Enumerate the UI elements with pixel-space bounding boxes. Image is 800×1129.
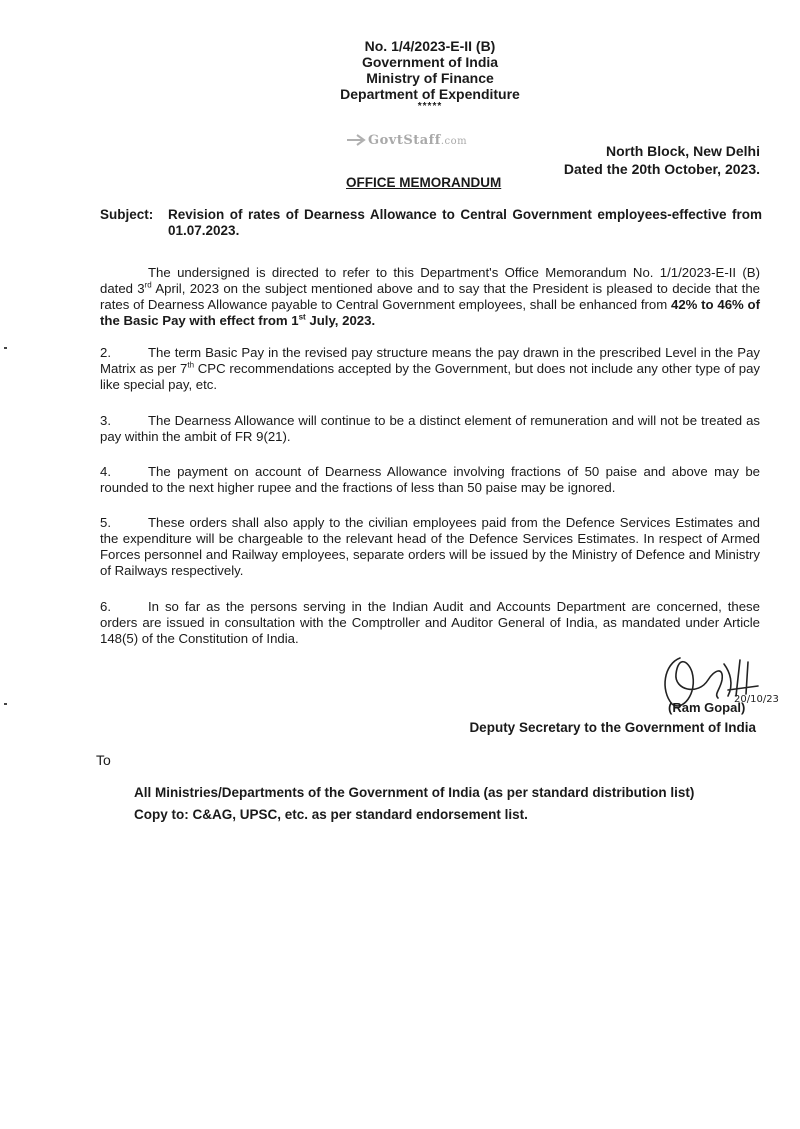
paragraph-3-text: The Dearness Allowance will continue to be a distinct element of remuneration and will not be treated as pay within the ambit of FR 9(21). xyxy=(100,413,760,444)
watermark-logo xyxy=(346,133,467,148)
document-header xyxy=(300,38,560,112)
distribution-line-2: Copy to: C&AG, UPSC, etc. as per standard endorsement list. xyxy=(134,807,528,822)
memo-number: No. 1/4/2023-E-II (B) xyxy=(364,38,496,54)
distribution-line-1: All Ministries/Departments of the Government of India (as per standard distribution list) xyxy=(134,785,695,800)
paragraph-5-text: These orders shall also apply to the civilian employees paid from the Defence Services Estimates and the expenditure will be chargeable to the relevant head of the Defence Services Estimates. In respect of Armed Forces personnel and Railway employees, separate orders will be issued by the Ministry of Defence and Ministry of Railways respectively. xyxy=(100,515,760,578)
paragraph-6-number: 6. xyxy=(100,599,111,614)
paragraph-2-number: 2. xyxy=(100,345,111,360)
signatory-name: (Ram Gopal) xyxy=(668,700,746,715)
margin-mark xyxy=(4,703,7,705)
watermark-arrow-icon xyxy=(346,134,368,146)
paragraph-1-text-a: The undersigned is directed to refer to this Department's Office Memorandum No. 1/1/2023-E-II (B) dated 3 xyxy=(100,265,760,296)
paragraph-1-sup-a: rd xyxy=(144,280,152,290)
ministry-name: Ministry of Finance xyxy=(366,70,494,86)
place-and-date xyxy=(564,142,760,178)
paragraph-2-text-a: The term Basic Pay in the revised pay structure means the pay drawn in the prescribed Level in the Pay Matrix as per 7 xyxy=(100,345,760,376)
to-label: To xyxy=(96,752,111,768)
paragraph-4-number: 4. xyxy=(100,464,111,479)
government-name: Government of India xyxy=(361,54,499,70)
paragraph-1-bold-sup: st xyxy=(298,312,306,322)
paragraph-5-number: 5. xyxy=(100,515,111,530)
paragraph-6-text: In so far as the persons serving in the Indian Audit and Accounts Department are concerned, these orders are issued in consultation with the Comptroller and Auditor General of India, as mandated under Article 148(5) of the Constitution of India. xyxy=(100,599,760,646)
paragraph-3 xyxy=(100,413,760,445)
page-title: OFFICE MEMORANDUM xyxy=(346,175,502,190)
signatory-designation: Deputy Secretary to the Government of India xyxy=(469,720,756,735)
memo-date: Dated the 20th October, 2023. xyxy=(563,161,760,177)
paragraph-1-bold: 42% to 46% of the Basic Pay with effect from 1 xyxy=(100,297,760,328)
distribution-list xyxy=(134,782,694,826)
subject-text: Revision of rates of Dearness Allowance to Central Government employees-effective from 01.07.2023. xyxy=(168,207,762,238)
paragraph-1-text-b: April, 2023 on the subject mentioned above and to say that the President is pleased to decide that the rates of Dearness Allowance payable to Central Government employees, shall be enhanced from xyxy=(100,281,760,312)
paragraph-1 xyxy=(100,265,760,329)
paragraph-1-bold-end: July, 2023. xyxy=(305,313,376,328)
paragraph-5 xyxy=(100,515,760,579)
paragraph-6 xyxy=(100,599,760,647)
signature-date: 20/10/23 xyxy=(734,694,779,705)
watermark-name: GovtStaff xyxy=(368,133,441,148)
paragraph-3-number: 3. xyxy=(100,413,111,428)
margin-mark xyxy=(4,347,7,349)
paragraph-2 xyxy=(100,345,760,393)
subject-label: Subject: xyxy=(100,207,154,222)
paragraph-2-sup: th xyxy=(187,360,195,370)
header-stars: ***** xyxy=(417,101,443,112)
place-location: North Block, New Delhi xyxy=(605,143,760,159)
subject-block xyxy=(100,207,762,238)
paragraph-4-text: The payment on account of Dearness Allowance involving fractions of 50 paise and above may be rounded to the next higher rupee and the fractions of less than 50 paise may be ignored. xyxy=(100,464,760,495)
paragraph-4 xyxy=(100,464,760,496)
watermark-suffix: .com xyxy=(440,136,468,147)
department-name: Department of Expenditure xyxy=(340,86,520,102)
paragraph-2-text-b: CPC recommendations accepted by the Government, but does not include any other type of pay like special pay, etc. xyxy=(100,361,760,392)
